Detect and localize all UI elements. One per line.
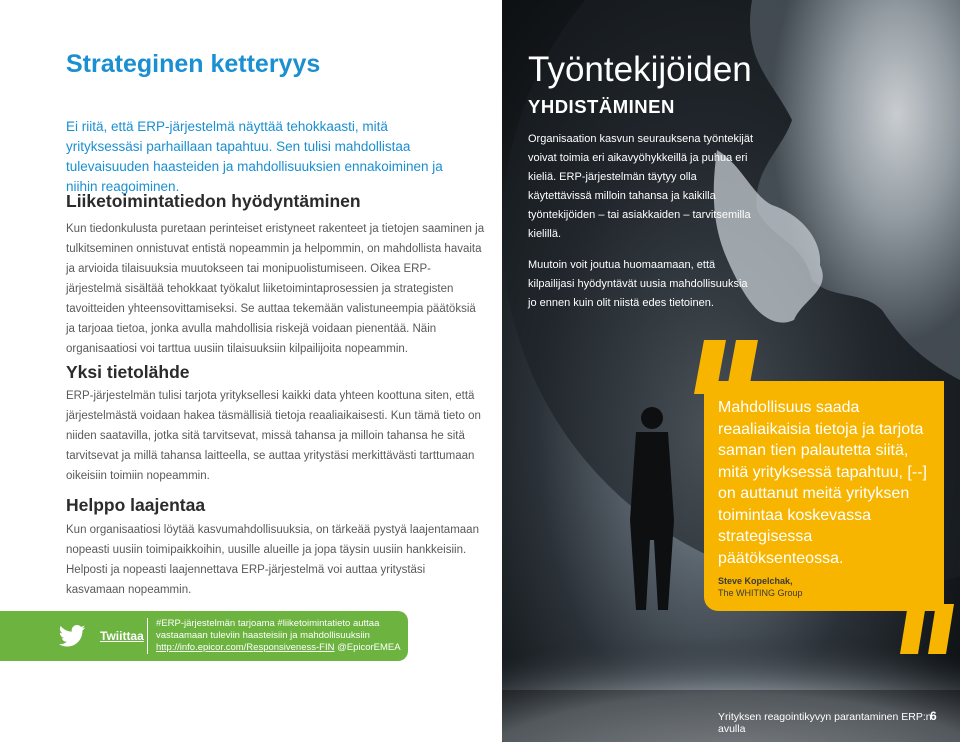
quote-close-icon bbox=[898, 604, 958, 656]
page-number: 6 bbox=[930, 709, 937, 723]
tweet-link[interactable]: http://info.epicor.com/Responsiveness-FIN bbox=[156, 642, 335, 653]
right-subtitle: YHDISTÄMINEN bbox=[528, 96, 675, 117]
section-heading-tietolahde: Yksi tietolähde bbox=[66, 362, 190, 382]
quote-open-icon bbox=[692, 338, 762, 396]
right-column bbox=[502, 0, 960, 742]
section-body-tietolahde: ERP-järjestelmän tulisi tarjota yrityksellesi kaikki data yhteen koottuna siten, että järjestelmästä voidaan hakea täsmällisiä tietoja reaaliaikaisesti. Kun tämä tieto on niiden saatavilla, jotka sitä tarvitsevat, missä tahansa ja milloin tahansa he sitä tarvitsevat ja millä tahansa laitteella, se auttaa yritystäsi merkittävästi tarttumaan oikeisiin toimiin nopeammin. bbox=[66, 390, 481, 482]
section-body-laajentaa: Kun organisaatiosi löytää kasvumahdollisuuksia, on tärkeää pystyä laajentamaan nopeasti uusiin toimipaikkoihin, uusille alueille ja jopa täysin uusiin hankkeisiin. Helposti ja nopeasti laajennettava ERP-järjestelmä voi auttaa yritystäsi kasvamaan nopeammin. bbox=[66, 524, 479, 596]
twitter-bird-icon[interactable] bbox=[58, 625, 86, 647]
section-heading-laajentaa: Helppo laajentaa bbox=[66, 495, 206, 515]
tweet-banner bbox=[0, 611, 408, 661]
right-paragraph-2: Muutoin voit joutua huomaamaan, että kilpailijasi hyödyntävät uusia mahdollisuuksia jo ennen kuin olit niistä edes tietoinen. bbox=[528, 259, 748, 309]
tweet-handle: @EpicorEMEA bbox=[334, 642, 401, 653]
quote-organization: The WHITING Group bbox=[718, 588, 803, 598]
section-heading-liiketoimintatieto: Liiketoimintatiedon hyödyntäminen bbox=[66, 191, 361, 211]
right-paragraph-1: Organisaation kasvun seurauksena työntekijät voivat toimia eri aikavyöhykkeillä ja puhua eri kieliä. ERP-järjestelmän täytyy olla käytettävissä milloin tahansa ja kaikilla työntekijöiden – tai asiakkaiden – tarvitsemilla kielillä. bbox=[528, 133, 754, 240]
tweet-line-3 bbox=[156, 642, 401, 654]
quote-box bbox=[704, 381, 944, 611]
tweet-divider bbox=[147, 618, 148, 654]
tweet-line-1: #ERP-järjestelmän tarjoama #liiketoimintatieto auttaa bbox=[156, 618, 380, 629]
section-body-liiketoimintatieto: Kun tiedonkulusta puretaan perinteiset eristyneet rakenteet ja tietojen saaminen ja tulkitseminen onnistuvat entistä nopeammin ja helpommin, on mahdollista havaita ja arvioida tilaisuuksia muutokseen tai monipuolistumiseen. Oikea ERP-järjestelmä sisältää tehokkaat työkalut liiketoimintaprosessien ja strategisten tavoitteiden yhteensovittamiseksi. Se auttaa tekemään valistuneempia päätöksiä ja tarjoaa tietoa, jonka avulla mahdollisia riskejä voidaan pienentää. Näin organisaatiosi voi tarttua uusiin tilaisuuksiin kilpailijoita nopeammin. bbox=[66, 223, 485, 355]
intro-paragraph: Ei riitä, että ERP-järjestelmä näyttää tehokkaasti, mitä yrityksessäsi parhaillaan tapahtuu. Sen tulisi mahdollistaa tulevaisuuden haasteiden ja mahdollisuuksien ennakoiminen ja niihin reagoiminen. bbox=[66, 119, 443, 194]
tweet-text bbox=[156, 618, 401, 654]
footer-title: Yrityksen reagointikyvyn parantaminen ERP:n avulla bbox=[718, 711, 932, 735]
tweet-button[interactable]: Twiittaa bbox=[100, 629, 144, 643]
page-title: Strateginen ketteryys bbox=[66, 50, 321, 78]
tweet-line-2: vastaamaan tuleviin haasteisiin ja mahdollisuuksiin bbox=[156, 630, 370, 641]
quote-text: Mahdollisuus saada reaaliaikaisia tietoja ja tarjota saman tien palautetta siitä, mitä yrityksessä tapahtuu, [--] on auttanut meitä yrityksen toimintaa koskevassa strategisessa päätöksenteossa. bbox=[718, 399, 927, 567]
right-title: Työntekijöiden bbox=[528, 50, 752, 89]
quote-author: Steve Kopelchak, bbox=[718, 576, 793, 586]
